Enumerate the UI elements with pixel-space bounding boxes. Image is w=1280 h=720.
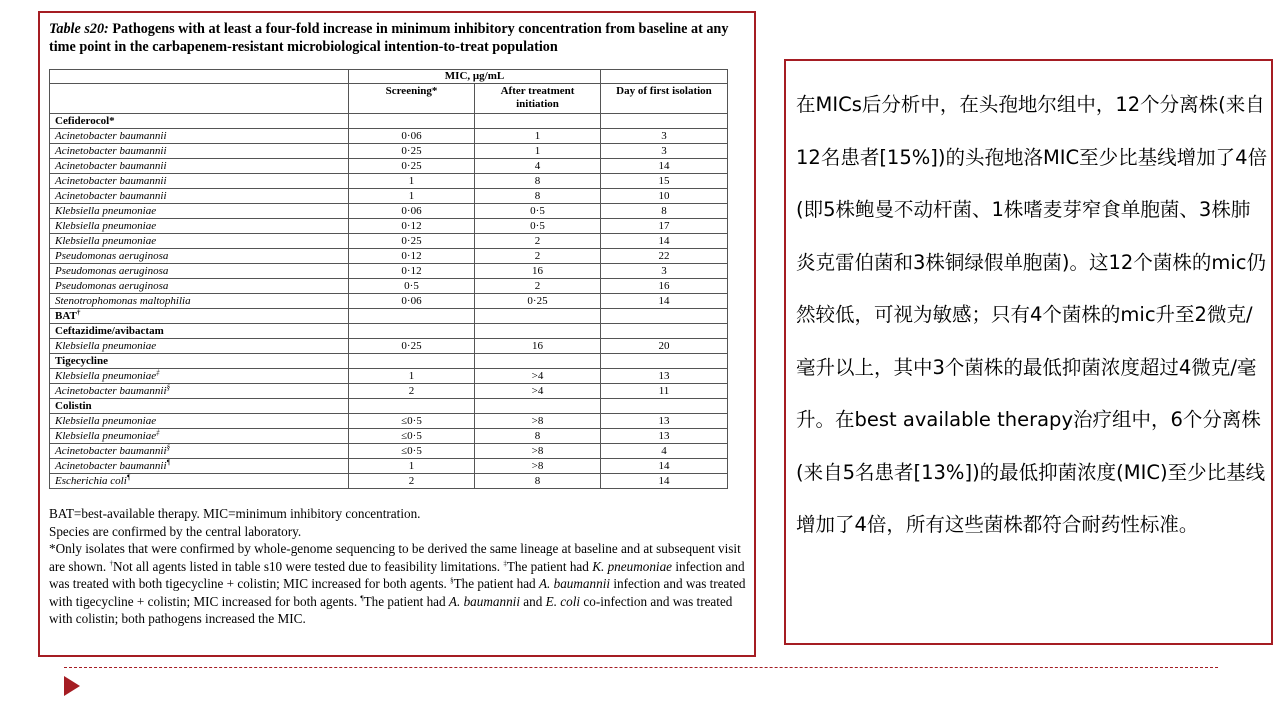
day-of-isolation-cell: 14 <box>601 294 728 309</box>
table-row <box>50 339 728 354</box>
caption-text: Pathogens with at least a four-fold increase in minimum inhibitory concentration from baseline at any time point in the carbapenem-resistant microbiological intention-to-treat population <box>49 21 729 55</box>
after-treatment-cell: >8 <box>475 444 601 459</box>
group-row <box>50 324 728 339</box>
screening-cell: 2 <box>349 474 475 489</box>
table-row <box>50 444 728 459</box>
species-cell: Klebsiella pneumoniae‡ <box>50 429 349 444</box>
play-triangle-icon <box>64 676 80 696</box>
screening-cell: 0·5 <box>349 279 475 294</box>
caption-number: Table s20: <box>49 21 109 37</box>
table-row <box>50 459 728 474</box>
after-treatment-cell: 8 <box>475 174 601 189</box>
after-treatment-cell: >4 <box>475 369 601 384</box>
footer-divider <box>64 667 1218 668</box>
screening-cell: 1 <box>349 189 475 204</box>
screening-cell: 0·06 <box>349 294 475 309</box>
day-of-isolation-cell: 8 <box>601 204 728 219</box>
table-row <box>50 174 728 189</box>
group-label: Tigecycline <box>50 354 349 369</box>
after-treatment-cell: >8 <box>475 414 601 429</box>
species-cell: Pseudomonas aeruginosa <box>50 279 349 294</box>
day-of-isolation-cell: 15 <box>601 174 728 189</box>
day-of-isolation-cell: 14 <box>601 459 728 474</box>
table-row <box>50 474 728 489</box>
header-row-1 <box>50 70 728 84</box>
species-cell: Klebsiella pneumoniae <box>50 204 349 219</box>
group-row <box>50 399 728 414</box>
species-cell: Stenotrophomonas maltophilia <box>50 294 349 309</box>
after-treatment-cell: 2 <box>475 249 601 264</box>
table-footnotes <box>49 505 755 628</box>
day-of-isolation-cell: 14 <box>601 474 728 489</box>
after-treatment-cell: 1 <box>475 144 601 159</box>
summary-text: 在MICs后分析中，在头孢地尔组中，12个分离株(来自12名患者[15%])的头孢地洛MIC至少比基线增加了4倍(即5株鲍曼不动杆菌、1株嗜麦芽窄食单胞菌、3株肺炎克雷伯菌和3株铜绿假单胞菌)。这12个菌株的mic仍然较低，可视为敏感；只有4个菌株的mic升至2微克/毫升以上，其中3个菌株的最低抑菌浓度超过4微克/毫升。在best available therapy治疗组中，6个分离株(来自5名患者[13%])的最低抑菌浓度(MIC)至少比基线增加了4倍，所有这些菌株都符合耐药性标准。 <box>796 93 1268 536</box>
screening-cell: 0·25 <box>349 339 475 354</box>
species-cell: Pseudomonas aeruginosa <box>50 249 349 264</box>
species-cell: Pseudomonas aeruginosa <box>50 264 349 279</box>
day-of-isolation-cell: 16 <box>601 279 728 294</box>
day-of-isolation-cell: 14 <box>601 159 728 174</box>
after-treatment-cell: 0·5 <box>475 204 601 219</box>
after-treatment-cell: 0·25 <box>475 294 601 309</box>
after-treatment-cell: 8 <box>475 474 601 489</box>
after-treatment-cell: 16 <box>475 339 601 354</box>
species-cell: Klebsiella pneumoniae <box>50 339 349 354</box>
after-treatment-cell: >8 <box>475 459 601 474</box>
day-of-isolation-cell: 13 <box>601 369 728 384</box>
screening-cell: 0·12 <box>349 249 475 264</box>
footnote-abbreviations: BAT=best-available therapy. MIC=minimum inhibitory concentration. <box>49 506 421 521</box>
pathogen-table <box>49 69 728 489</box>
after-treatment-cell: 0·5 <box>475 219 601 234</box>
after-treatment-cell: 8 <box>475 189 601 204</box>
table-caption <box>49 20 729 56</box>
day-of-isolation-cell: 11 <box>601 384 728 399</box>
summary-panel <box>784 59 1273 645</box>
screening-cell: ≤0·5 <box>349 444 475 459</box>
day-of-isolation-cell: 20 <box>601 339 728 354</box>
after-treatment-cell: 8 <box>475 429 601 444</box>
species-cell: Acinetobacter baumannii <box>50 144 349 159</box>
species-cell: Acinetobacter baumannii§ <box>50 444 349 459</box>
species-cell: Acinetobacter baumannii¶ <box>50 459 349 474</box>
table-panel <box>38 11 756 657</box>
footnote-details: *Only isolates that were confirmed by whole-genome sequencing to be derived the same lineage at baseline and at subsequent visit are shown. †Not all agents listed in table s10 were tested due to feasibility limitations. ‡The patient had K. pneumoniae infection and was treated with both tigecycline + colistin; MIC increased for both agents. §The patient had A. baumannii infection and was treated with tigecycline + colistin; MIC increased for both agents. ¶The patient had A. baumannii and E. coli co-infection and was treated with colistin; both pathogens increased the MIC. <box>49 541 746 626</box>
screening-cell: 0·12 <box>349 219 475 234</box>
col-day-header: Day of first isolation <box>601 84 728 114</box>
table-row <box>50 144 728 159</box>
table-row <box>50 429 728 444</box>
species-cell: Klebsiella pneumoniae <box>50 234 349 249</box>
day-of-isolation-cell: 17 <box>601 219 728 234</box>
table-row <box>50 384 728 399</box>
day-of-isolation-cell: 22 <box>601 249 728 264</box>
screening-cell: 0·25 <box>349 144 475 159</box>
species-cell: Acinetobacter baumannii <box>50 129 349 144</box>
day-of-isolation-cell: 10 <box>601 189 728 204</box>
table-row <box>50 234 728 249</box>
day-of-isolation-cell: 14 <box>601 234 728 249</box>
group-label: BAT† <box>50 309 349 324</box>
mic-header: MIC, μg/mL <box>349 70 601 84</box>
day-of-isolation-cell: 13 <box>601 414 728 429</box>
group-row <box>50 114 728 129</box>
header-empty <box>50 70 349 84</box>
species-cell: Acinetobacter baumannii <box>50 174 349 189</box>
after-treatment-cell: 2 <box>475 234 601 249</box>
species-cell: Klebsiella pneumoniae <box>50 219 349 234</box>
table-row <box>50 294 728 309</box>
table-row <box>50 219 728 234</box>
col-screening-header: Screening* <box>349 84 475 114</box>
header-row-2 <box>50 84 728 114</box>
species-cell: Acinetobacter baumannii <box>50 159 349 174</box>
after-treatment-cell: >4 <box>475 384 601 399</box>
species-cell: Acinetobacter baumannii§ <box>50 384 349 399</box>
screening-cell: 1 <box>349 459 475 474</box>
screening-cell: ≤0·5 <box>349 414 475 429</box>
species-cell: Acinetobacter baumannii <box>50 189 349 204</box>
screening-cell: 0·25 <box>349 234 475 249</box>
day-of-isolation-cell: 3 <box>601 144 728 159</box>
screening-cell: ≤0·5 <box>349 429 475 444</box>
screening-cell: 2 <box>349 384 475 399</box>
table-row <box>50 249 728 264</box>
after-treatment-cell: 4 <box>475 159 601 174</box>
screening-cell: 0·25 <box>349 159 475 174</box>
screening-cell: 0·06 <box>349 204 475 219</box>
group-label: Colistin <box>50 399 349 414</box>
table-row <box>50 279 728 294</box>
species-cell: Escherichia coli¶ <box>50 474 349 489</box>
day-of-isolation-cell: 3 <box>601 264 728 279</box>
table-row <box>50 129 728 144</box>
group-row <box>50 354 728 369</box>
footnote-species: Species are confirmed by the central laboratory. <box>49 523 302 539</box>
screening-cell: 0·12 <box>349 264 475 279</box>
day-of-isolation-cell: 4 <box>601 444 728 459</box>
col-after-header: After treatment initiation <box>475 84 601 114</box>
table-row <box>50 159 728 174</box>
group-label: Cefiderocol* <box>50 114 349 129</box>
table-row <box>50 189 728 204</box>
day-of-isolation-cell: 13 <box>601 429 728 444</box>
group-label: Ceftazidime/avibactam <box>50 324 349 339</box>
table-row <box>50 414 728 429</box>
screening-cell: 1 <box>349 174 475 189</box>
screening-cell: 1 <box>349 369 475 384</box>
table-row <box>50 204 728 219</box>
screening-cell: 0·06 <box>349 129 475 144</box>
header-empty-2 <box>50 84 349 114</box>
table-wrapper <box>49 69 727 489</box>
header-empty-right <box>601 70 728 84</box>
species-cell: Klebsiella pneumoniae <box>50 414 349 429</box>
table-row <box>50 264 728 279</box>
after-treatment-cell: 16 <box>475 264 601 279</box>
species-cell: Klebsiella pneumoniae‡ <box>50 369 349 384</box>
group-row <box>50 309 728 324</box>
after-treatment-cell: 1 <box>475 129 601 144</box>
after-treatment-cell: 2 <box>475 279 601 294</box>
table-row <box>50 369 728 384</box>
day-of-isolation-cell: 3 <box>601 129 728 144</box>
